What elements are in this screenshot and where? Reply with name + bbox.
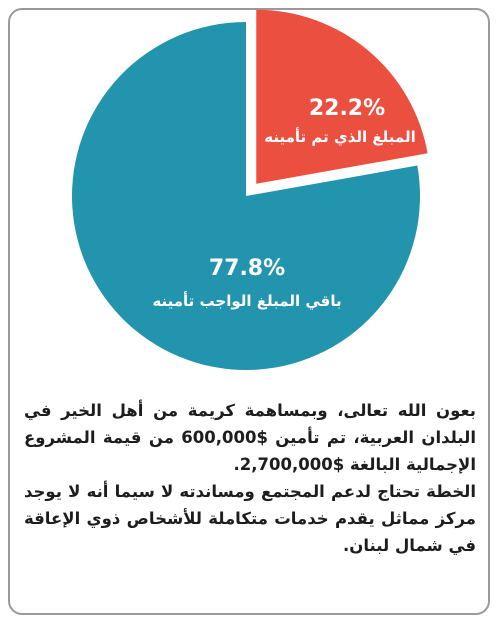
description-paragraph-2: الخطة تحتاج لدعم المجتمع ومساندته لا سيما أنه لا يوجد مركز مماثل يقدم خدمات متكاملة للأشخاص ذوي الإعاقة في شمال لبنان. xyxy=(24,482,476,555)
description-text xyxy=(24,397,476,559)
description-paragraph-1: بعون الله تعالى، وبمساهمة كريمة من أهل الخير في البلدان العربية، تم تأمين $600,000 من قيمة المشروع الإجمالية البالغة $2,700,000. xyxy=(24,401,476,474)
slice-secured-percent: 22.2% xyxy=(308,96,386,121)
slice-remaining-label: باقي المبلغ الواجب تأمينه xyxy=(152,292,342,310)
slice-remaining-percent: 77.8% xyxy=(208,256,286,281)
slice-secured-label: المبلغ الذي تم تأمينه xyxy=(264,128,416,146)
